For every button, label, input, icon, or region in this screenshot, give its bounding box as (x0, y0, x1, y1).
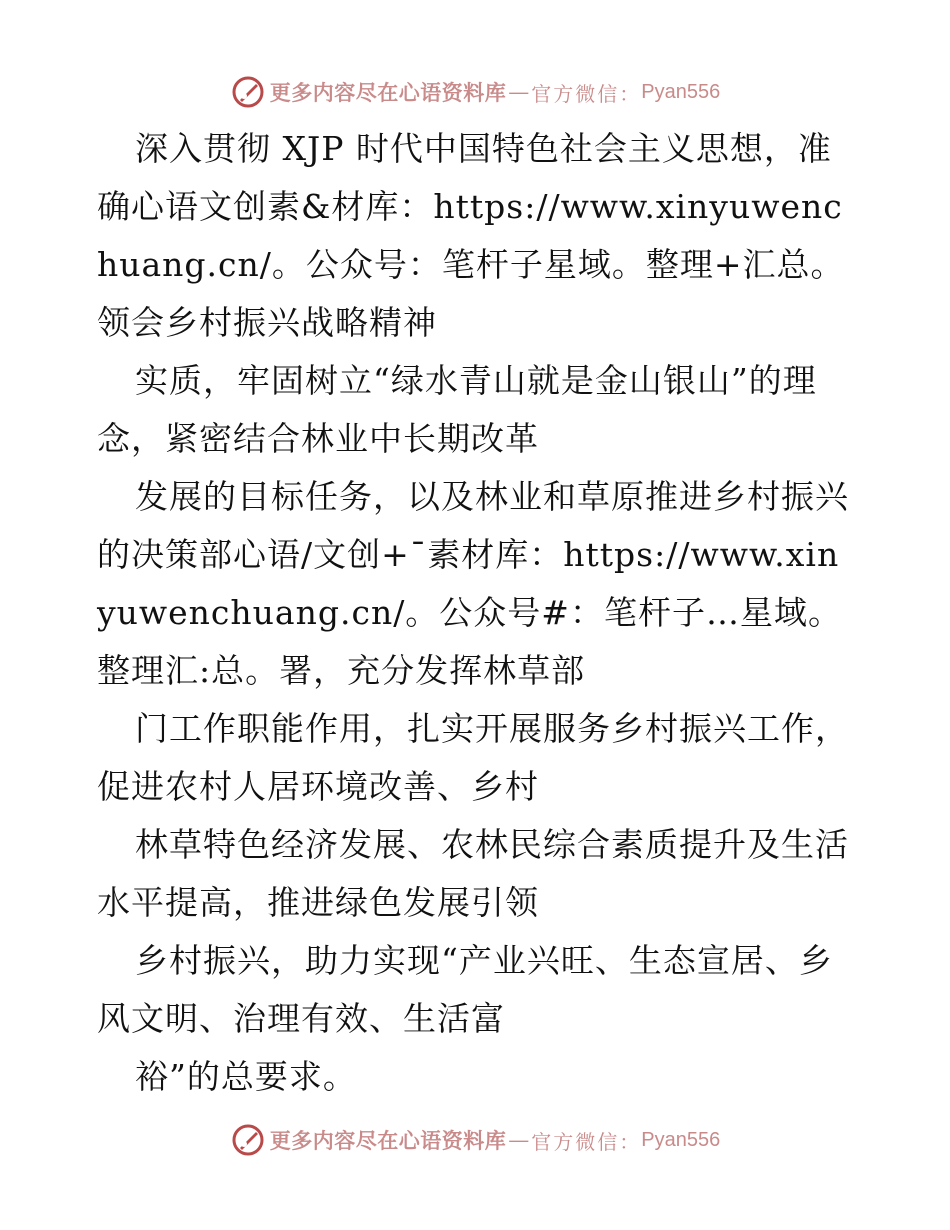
header-account: Pyan556 (641, 80, 721, 103)
paragraph-3: 发展的目标任务，以及林业和草原推进乡村振兴的决策部心语/文创+¯素材库：https://www.xinyuwenchuang.cn/。公众号#：笔杆子…星域。整理汇:总。署，充分发挥林草部 (97, 477, 849, 690)
footer-banner (0, 1120, 950, 1160)
footer-brand: 更多内容尽在心语资料库 (269, 1128, 507, 1153)
header-wechat-label: 官方微信： (531, 81, 642, 106)
paragraph-6: 乡村振兴，助力实现“产业兴旺、生态宣居、乡风文明、治理有效、生活富 (97, 941, 833, 1038)
footer-account: Pyan556 (641, 1128, 721, 1151)
footer-separator: — (508, 1128, 530, 1152)
pen-circle-logo-icon (230, 1122, 266, 1158)
paragraph-5: 林草特色经济发展、农林民综合素质提升及生活水平提高，推进绿色发展引领 (97, 825, 849, 922)
document-body (97, 120, 857, 1106)
header-brand: 更多内容尽在心语资料库 (269, 80, 507, 105)
header-separator: — (508, 80, 530, 104)
footer-wechat-label: 官方微信： (531, 1129, 642, 1154)
pen-circle-logo-icon (230, 74, 266, 110)
header-banner (0, 72, 950, 112)
paragraph-4: 门工作职能作用，扎实开展服务乡村振兴工作，促进农村人居环境改善、乡村 (97, 709, 849, 806)
paragraph-1: 深入贯彻 XJP 时代中国特色社会主义思想，准确心语文创素&材库：https://www.xinyuwenchuang.cn/。公众号：笔杆子星域。整理+汇总。领会乡村振兴战略精神 (97, 129, 845, 342)
paragraph-7: 裕”的总要求。 (135, 1057, 357, 1096)
paragraph-2: 实质，牢固树立“绿水青山就是金山银山”的理念，紧密结合林业中长期改革 (97, 361, 817, 458)
